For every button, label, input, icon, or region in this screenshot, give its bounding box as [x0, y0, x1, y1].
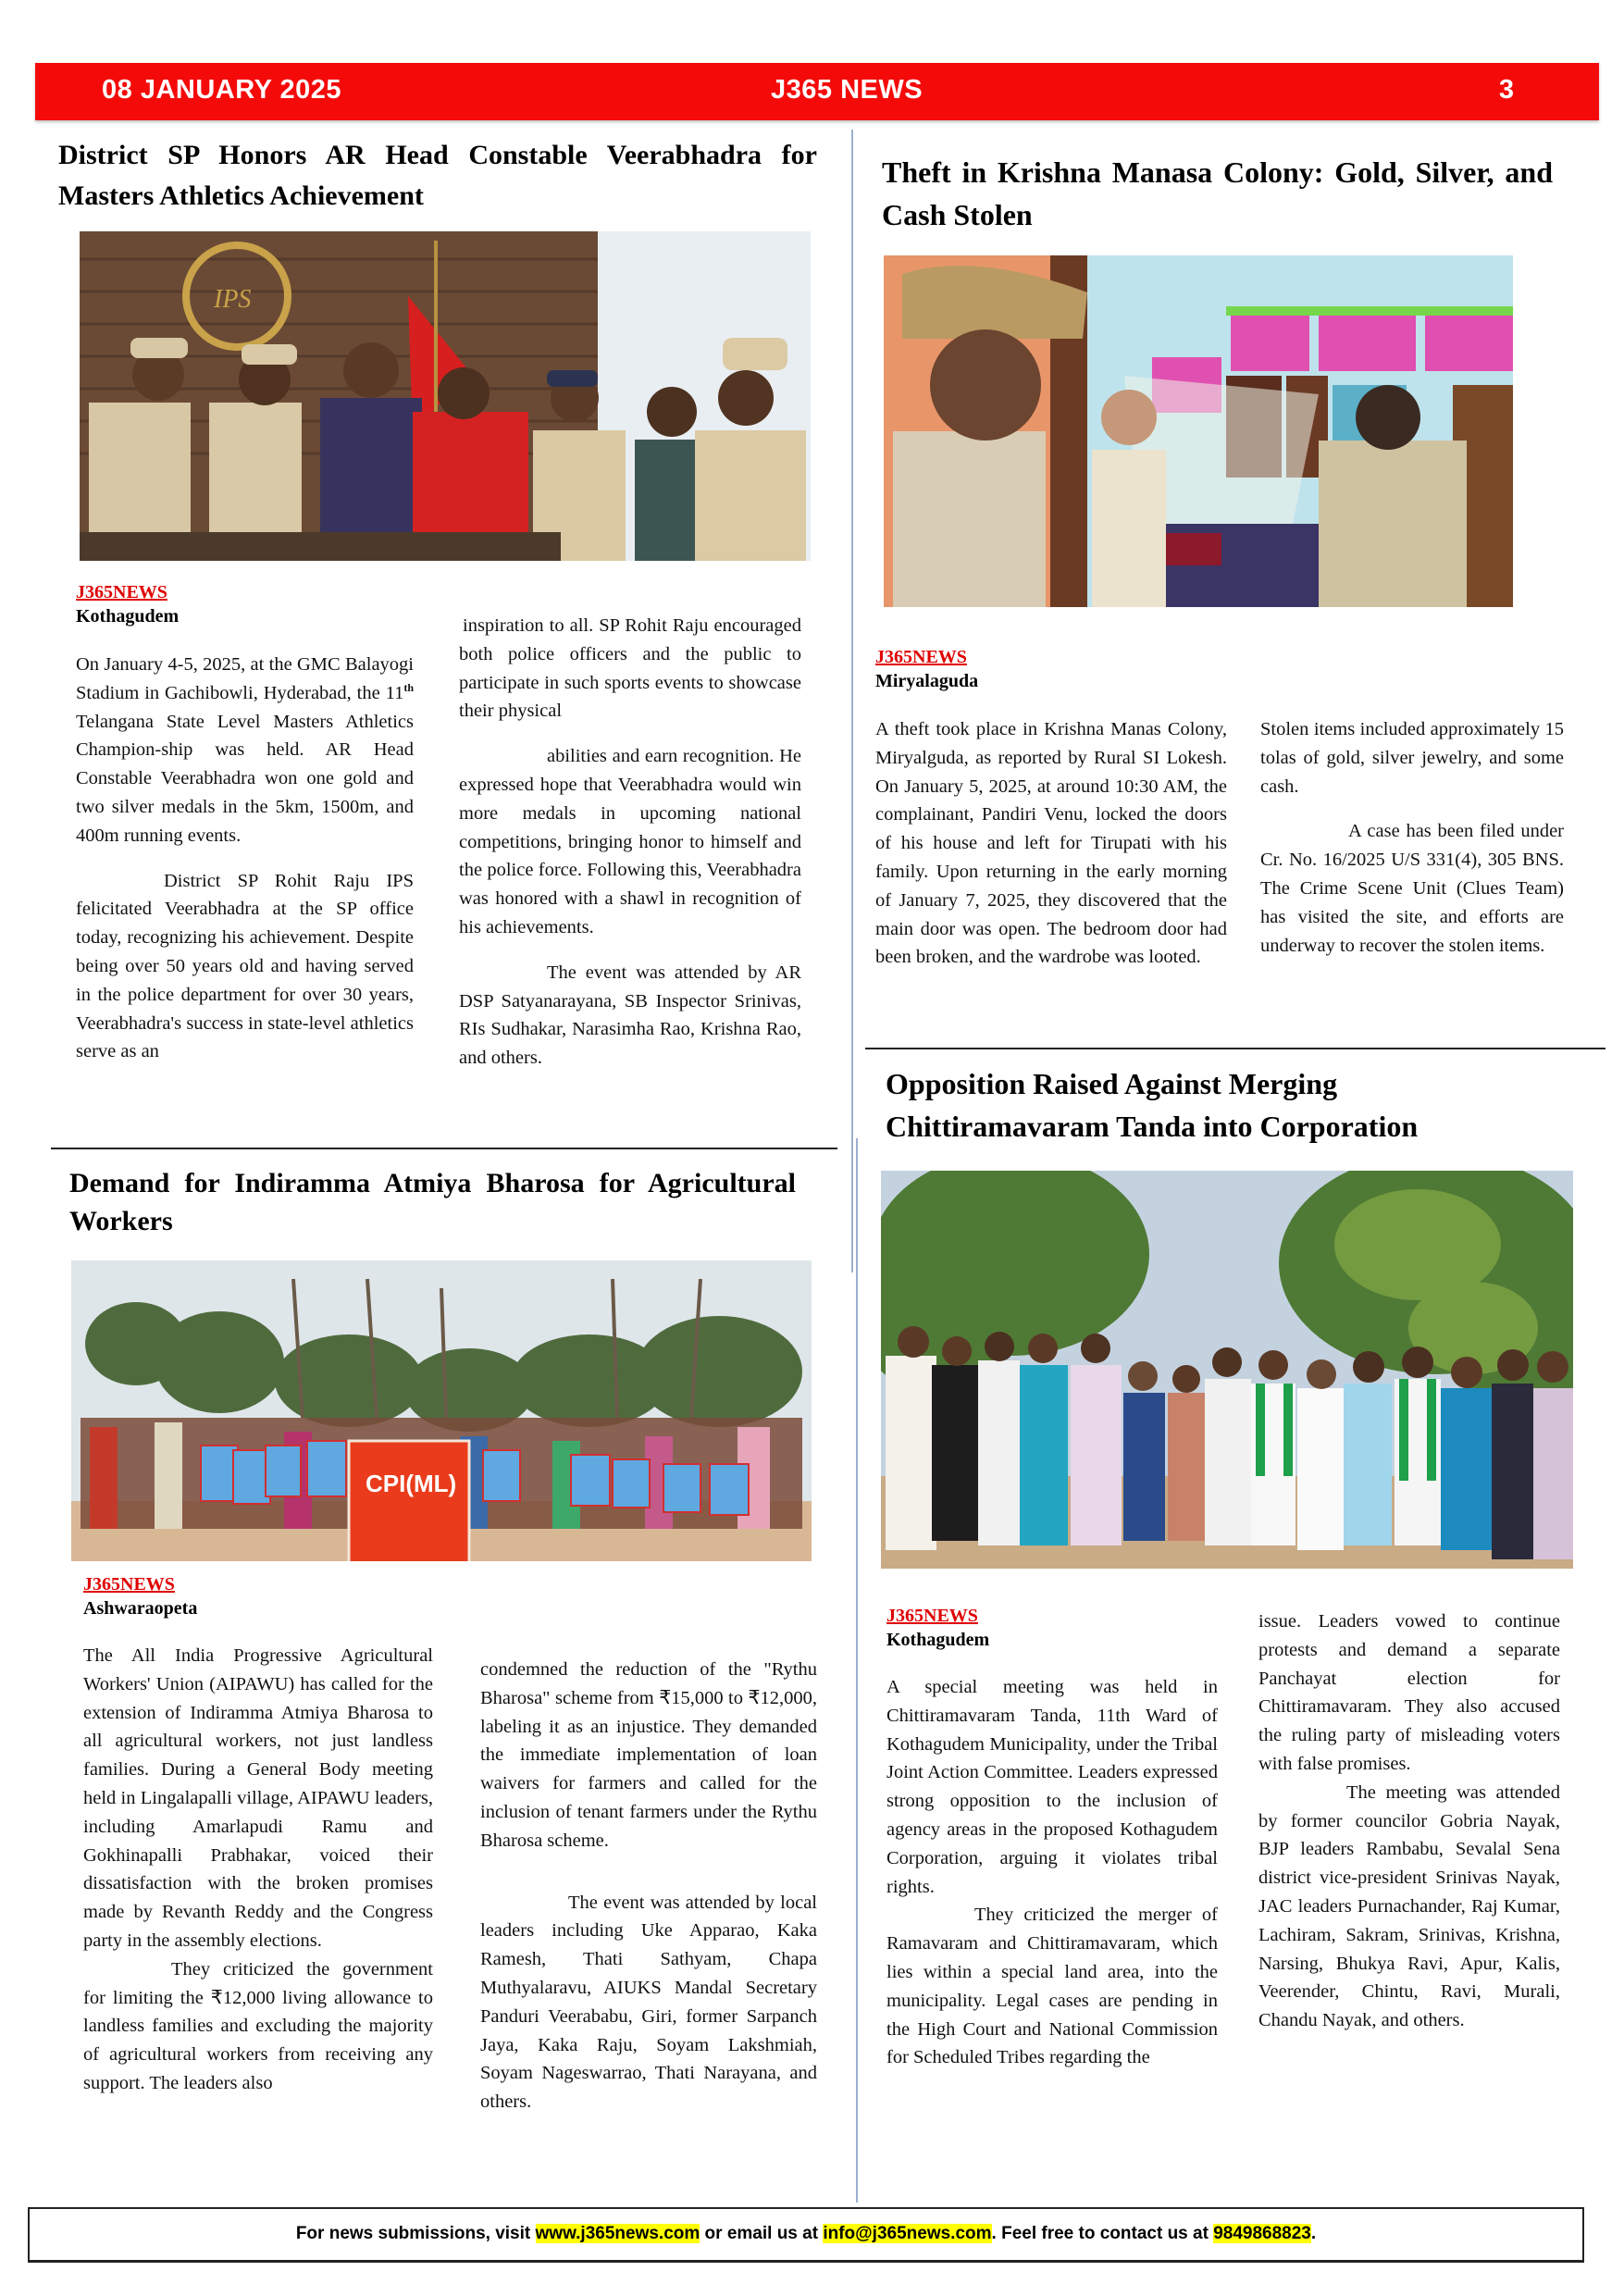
- byline-brand[interactable]: J365NEWS: [76, 582, 167, 602]
- phone-number[interactable]: 9849868823: [1213, 2224, 1311, 2243]
- article-column-1: [875, 715, 1227, 972]
- publication-name: J365 NEWS: [771, 75, 924, 105]
- email-link[interactable]: info@j365news.com: [823, 2224, 992, 2243]
- paragraph: They criticized the government for limiting the ₹12,000 living allowance to landless families and excluding the majority of agricultural workers from receiving any support. The leaders also: [83, 1958, 433, 2093]
- article-headline[interactable]: District SP Honors AR Head Constable Veerabhadra for Masters Athletics Achievement: [58, 140, 817, 211]
- article-headline[interactable]: Demand for Indiramma Atmiya Bharosa for Agricultural Workers: [69, 1168, 796, 1236]
- paragraph: The meeting was attended by former councilor Gobria Nayak, BJP leaders Rambabu, Sevalal Sena district vice-president Srinivas Nayak, JAC leaders Purnachander, Raj Kumar, Lachiram, Sakram, Srinivas, Krishna, Narsing, Bhukya Ravi, Apur, Kalis, Veerender, Chintu, Ravi, Murali, Chandu Nayak, and others.: [1258, 1781, 1560, 2031]
- byline-location: Kothagudem: [886, 1630, 990, 1650]
- paragraph: A case has been filed under Cr. No. 16/2025 U/S 331(4), 305 BNS. The Crime Scene Unit (Clues Team) has visited the site, and efforts are underway to recover the stolen items.: [1260, 821, 1564, 956]
- paragraph: The All India Progressive Agricultural Workers' Union (AIPAWU) has called for the extension of Indiramma Atmiya Bharosa to all agricultural workers, not just landless families. During a General Body meeting held in Lingalapalli village, AIPAWU leaders, including Amarlapudi Ramu and Gokhinapalli Prabhakar, voiced their dissatisfaction with the broken promises made by Revanth Reddy and the Congress party in the assembly elections.: [83, 1645, 433, 1951]
- article-column-2: [1258, 1607, 1560, 2035]
- column-divider-top: [851, 130, 853, 1272]
- footer-text: For news submissions, visit: [295, 2224, 536, 2243]
- article-headline[interactable]: Theft in Krishna Manasa Colony: Gold, Silver, and Cash Stolen: [882, 155, 1553, 231]
- article-headline[interactable]: Opposition Raised Against Merging Chittiramavaram Tanda into Corporation: [886, 1067, 1419, 1143]
- footer-text: or email us at: [700, 2224, 824, 2243]
- byline-location: Kothagudem: [76, 606, 180, 627]
- article-byline: [886, 1604, 989, 1652]
- article-column-1: [83, 1642, 433, 2098]
- banner-text: CPI(ML): [366, 1470, 457, 1497]
- paragraph: On January 4-5, 2025, at the GMC Balayogi Stadium in Gachibowli, Hyderabad, the 11th Telangana State Level Masters Athletics Champion-ship was held. AR Head Constable Veerabhadra won one gold and two silver medals in the 5km, 1500m, and 400m running events.: [76, 654, 414, 846]
- article-byline: [76, 580, 179, 628]
- svg-text:IPS: IPS: [214, 285, 252, 314]
- paragraph: District SP Rohit Raju IPS felicitated Veerabhadra at the SP office today, recognizing his achievement. Despite being over 50 years old and having served in the police department for over 30 years, Veerabhadra's success in state-level athletics serve as an: [76, 870, 414, 1062]
- police-felicitation-photo: [80, 231, 811, 561]
- footer-text: . Feel free to contact us at: [991, 2224, 1214, 2243]
- issue-date: 08 JANUARY 2025: [102, 75, 341, 105]
- article-byline: [83, 1572, 197, 1620]
- paragraph: condemned the reduction of the "Rythu Bharosa" scheme from ₹15,000 to ₹12,000, labeling it as an injustice. They demanded the immediate implementation of loan waivers for farmers and called for the inclusion of tenant farmers under the Rythu Bharosa scheme.: [480, 1659, 817, 1851]
- paragraph: issue. Leaders vowed to continue protests and demand a separate Panchayat election for Chittiramavaram. They also accused the ruling party of misleading voters with false promises.: [1258, 1611, 1560, 1774]
- byline-brand[interactable]: J365NEWS: [83, 1574, 175, 1595]
- footer-text: .: [1310, 2224, 1317, 2243]
- paragraph: The event was attended by AR DSP Satyanarayana, SB Inspector Srinivas, RIs Sudhakar, Narasimha Rao, Krishna Rao, and others.: [459, 962, 801, 1069]
- paragraph: inspiration to all. SP Rohit Raju encouraged both police officers and the public to participate in such sports events to showcase their physical: [459, 615, 801, 722]
- byline-location: Miryalaguda: [875, 671, 979, 691]
- rally-photo: [71, 1260, 812, 1561]
- paragraph: The event was attended by local leaders including Uke Apparao, Kaka Ramesh, Thati Sathyam, Chapa Muthyalaravu, AIUKS Mandal Secretary Panduri Veerababu, Giri, former Sarpanch Jaya, Kaka Raju, Soyam Lakshmiah, Soyam Nageswarrao, Thati Narayana, and others.: [480, 1892, 817, 2113]
- article-photo: [71, 1260, 812, 1561]
- article-column-1: [76, 651, 414, 1066]
- article-column-2: [480, 1656, 817, 2116]
- masthead-bar: [35, 63, 1599, 120]
- paragraph: Stolen items included approximately 15 tolas of gold, silver jewelry, and some cash.: [1260, 719, 1564, 797]
- byline-location: Ashwaraopeta: [83, 1598, 198, 1619]
- article-photo: [884, 255, 1513, 607]
- paragraph: abilities and earn recognition. He expressed hope that Veerabhadra would win more medals in upcoming national competitions, bringing honor to himself and the police force. Following this, Veerabhadra was honored with a shawl in recognition of his achievements.: [459, 746, 801, 937]
- byline-brand[interactable]: J365NEWS: [886, 1606, 978, 1626]
- article-column-2: [1260, 715, 1564, 960]
- tribal-leaders-photo: [881, 1171, 1573, 1569]
- submission-footer: [28, 2207, 1584, 2263]
- article-photo: [881, 1171, 1573, 1569]
- website-link[interactable]: www.j365news.com: [535, 2224, 700, 2243]
- paragraph: A theft took place in Krishna Manas Colony, Miryalguda, as reported by Rural SI Lokesh. On January 5, 2025, at around 10:30 AM, the complainant, Pandiri Venu, locked the doors of his house and left for Tirupati with his family. Upon returning in the early morning of January 7, 2025, they discovered that the main door was open. The bedroom door had been broken, and the wardrobe was looted.: [875, 719, 1227, 968]
- paragraph: They criticized the merger of Ramavaram and Chittiramavaram, which lies within a special land area, into the municipality. Legal cases are pending in the High Court and National Commission for Scheduled Tribes regarding the: [886, 1905, 1218, 2068]
- article-photo: [80, 231, 811, 561]
- paragraph: A special meeting was held in Chittiramavaram Tanda, 11th Ward of Kothagudem Municipality, under the Tribal Joint Action Committee. Leaders expressed strong opposition to the inclusion of agency areas in the proposed Kothagudem Corporation, arguing it violates tribal rights.: [886, 1677, 1218, 1897]
- section-divider: [51, 1148, 837, 1149]
- article-column-1: [886, 1673, 1218, 2072]
- article-column-2: [459, 612, 801, 1073]
- section-divider: [865, 1048, 1605, 1049]
- article-byline: [875, 645, 978, 693]
- byline-brand[interactable]: J365NEWS: [875, 647, 967, 667]
- column-divider-bottom: [856, 1138, 858, 2203]
- page-number: 3: [1498, 75, 1514, 105]
- theft-scene-photo: [884, 255, 1513, 607]
